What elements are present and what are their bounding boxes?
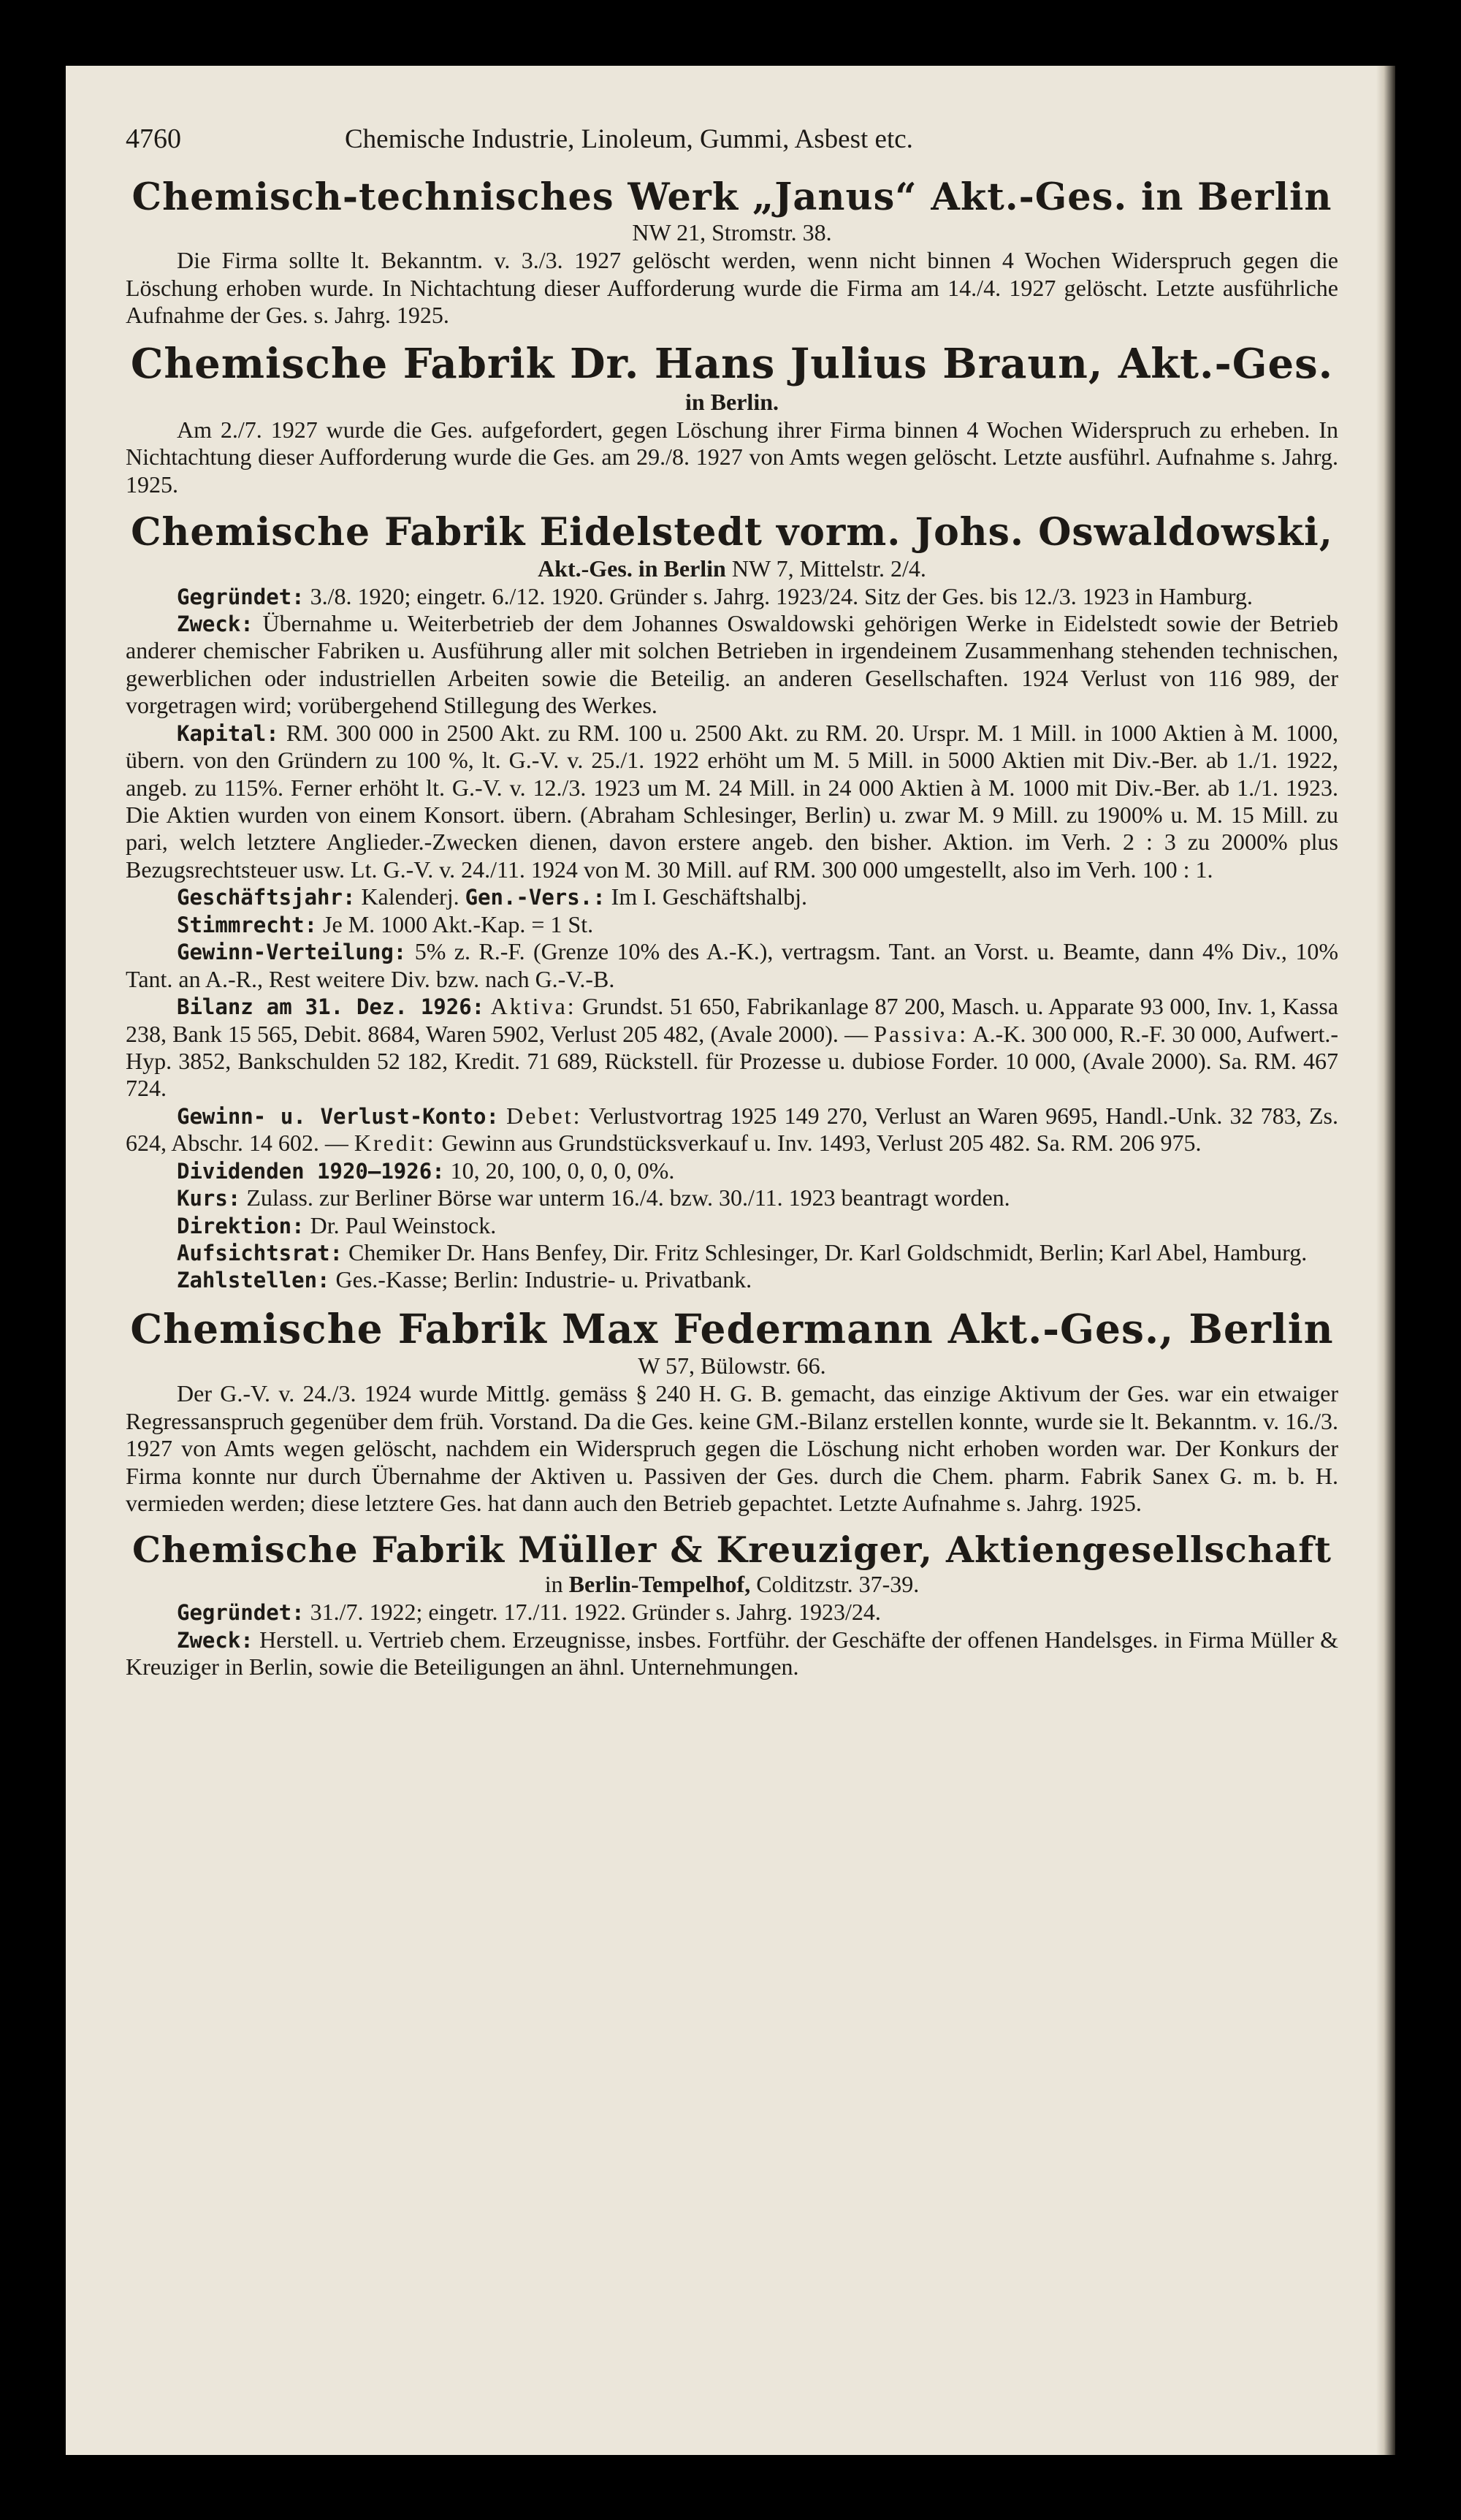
ar-label: Aufsichtsrat: (177, 1241, 343, 1265)
eidelstedt-zahlstellen (126, 1266, 1338, 1293)
kurs-text: Zulass. zur Berliner Börse war unterm 16./4. bzw. 30./11. 1923 beantragt worden. (240, 1184, 1010, 1211)
page-edge (1376, 66, 1395, 2455)
zweck-text: Übernahme u. Weiterbetrieb der dem Johannes Oswaldowski gehörigen Werke in Eidelstedt sowie der Betrieb anderer chemischer Fabriken u. Ausführung aller mit solchen Betrieben in irgendeinem Zusammenhang stehenden technischen, gewerblichen oder industriellen Arbeiten sowie die Beteilig. an anderen Gesellschaften. 1924 Verlust von 116 989, der vorgetragen wird; vorübergehend Stillegung des Werkes. (126, 609, 1338, 719)
eidelstedt-zweck (126, 610, 1338, 720)
braun-text: Am 2./7. 1927 wurde die Ges. aufgefordert, gegen Löschung ihrer Firma binnen 4 Wochen Widerspruch zu erheben. In Nichtachtung dieser Aufforderung wurde die Ges. am 29./8. 1927 von Amts wegen gelöscht. Letzte ausführl. Aufnahme s. Jahrg. 1925. (126, 416, 1338, 498)
mueller-title: Chemische Fabrik Müller & Kreuziger, Aktiengesellschaft (132, 1528, 1332, 1571)
mueller-zweck-label: Zweck: (177, 1627, 253, 1653)
stimm-label: Stimmrecht: (177, 912, 318, 937)
passiva-word: Passiva: (874, 1020, 969, 1047)
gj-label: Geschäftsjahr: (177, 885, 356, 910)
mueller-subline (126, 1569, 1338, 1599)
kapital-text: RM. 300 000 in 2500 Akt. zu RM. 100 u. 2500 Akt. zu RM. 20. Urspr. M. 1 Mill. in 1000 Aktien à M. 1000, übern. von den Gründern zu 100 %, lt. G.-V. v. 25./1. 1922 erhöht um M. 5 Mill. in 5000 Aktien mit Div.-Ber. ab 1./1. 1922, angeb. zu 115%. Ferner erhöht lt. G.-V. v. 12./3. 1923 um M. 24 Mill. in 24 000 Aktien à M. 1000 mit Div.-Ber. ab 1./1. 1923. Die Aktien wurden von einem Konsort. übern. (Abraham Schlesinger, Berlin) u. zwar M. 9 Mill. zu 1900% u. M. 15 Mill. zu pari, welch letztere Anglieder.-Zwecken dienen, davon erstere angeb. den bisher. Aktion. im Verh. 2 : 3 zu 2000% plus Bezugsrechtsteuer usw. Lt. G.-V. v. 24./11. 1924 von M. 30 Mill. auf RM. 300 000 umgestellt, also im Verh. 100 : 1. (126, 719, 1338, 883)
eidelstedt-aufsichtsrat (126, 1239, 1338, 1266)
eidelstedt-gewinnverteilung (126, 938, 1338, 993)
entry-mueller (126, 1528, 1338, 1681)
mueller-sub-rest: Colditzstr. 37-39. (750, 1571, 920, 1598)
eidelstedt-title: Chemische Fabrik Eidelstedt vorm. Johs. Oswaldowski, (131, 510, 1333, 555)
eidelstedt-geschaeftsjahr (126, 883, 1338, 910)
entry-braun (126, 342, 1338, 498)
braun-title: Chemische Fabrik Dr. Hans Julius Braun, Akt.-Ges. (130, 340, 1334, 389)
federmann-text: Der G.-V. v. 24./3. 1924 wurde Mittlg. gemäss § 240 H. G. B. gemacht, das einzige Aktivum der Ges. war ein etwaiger Regressanspruch gegenüber dem früh. Vorstand. Da die Ges. keine GM.-Bilanz erstellen konnte, wurde sie lt. Bekanntm. v. 16./3. 1927 von Amts wegen gelöscht, nachdem ein Widerspruch gegen die Löschung nicht erhoben worden war. Der Konkurs der Firma konnte nur durch Übernahme der Aktiven u. Passiven der Ges. durch die Chem. pharm. Fabrik Sanex G. m. b. H. vermieden werden; diese letztere Ges. hat dann auch den Betrieb gepachtet. Letzte Aufnahme s. Jahrg. 1925. (126, 1380, 1338, 1517)
aktiva-word: Aktiva: (490, 993, 576, 1020)
eidelstedt-stimmrecht (126, 911, 1338, 938)
bilanz-label: Bilanz am 31. Dez. 1926: (177, 994, 485, 1020)
eidelstedt-bilanz (126, 993, 1338, 1103)
running-head (126, 123, 1338, 155)
ar-text: Chemiker Dr. Hans Benfey, Dir. Fritz Schlesinger, Dr. Karl Goldschmidt, Berlin; Karl Abel, Hamburg. (342, 1239, 1308, 1265)
dir-label: Direktion: (177, 1213, 305, 1238)
eidelstedt-guv (126, 1103, 1338, 1157)
federmann-title: Chemische Fabrik Max Federmann Akt.-Ges., Berlin (130, 1304, 1334, 1352)
gewinnv-text: 5% z. R.-F. (Grenze 10% des A.-K.), vertragsm. Tant. an Vorst. u. Beamte, dann 4% Div., 10% Tant. an A.-R., Rest weitere Div. bzw. nach G.-V.-B. (126, 938, 1338, 992)
book-page (66, 66, 1395, 2455)
page-number: 4760 (126, 123, 181, 154)
eidelstedt-sub-rest: NW 7, Mittelstr. 2/4. (725, 555, 926, 582)
federmann-address: W 57, Bülowstr. 66. (638, 1352, 826, 1379)
debet-text: Verlustvortrag 1925 149 270, Verlust an Waren 9695, Handl.-Unk. 32 783, Zs. 624, Abschr. 14 602. — (126, 1102, 1339, 1157)
mueller-zweck-text: Herstell. u. Vertrieb chem. Erzeugnisse, insbes. Fortführ. der Geschäfte der offenen Handelsges. in Firma Müller & Kreuziger in Berlin, sowie die Beteiligungen an ähnl. Unternehmungen. (126, 1626, 1338, 1680)
gegruendet-label: Gegründet: (177, 584, 305, 609)
stimm-text: Je M. 1000 Akt.-Kap. = 1 St. (317, 910, 594, 937)
gv-text: Im I. Geschäftshalbj. (605, 883, 808, 910)
kapital-label: Kapital: (177, 720, 279, 746)
dir-text: Dr. Paul Weinstock. (304, 1211, 497, 1238)
page-content (126, 123, 1338, 1694)
mueller-zweck (126, 1626, 1338, 1681)
kredit-word: Kredit: (354, 1130, 436, 1157)
gv-label: Gen.-Vers.: (465, 885, 606, 910)
mueller-sub-bold: Berlin-Tempelhof, (568, 1571, 751, 1598)
eidelstedt-gegruendet (126, 583, 1338, 610)
eidelstedt-kurs (126, 1184, 1338, 1211)
gegruendet-text: 3./8. 1920; eingetr. 6./12. 1920. Gründer s. Jahrg. 1923/24. Sitz der Ges. bis 12./3. 1923 in Hamburg. (304, 582, 1253, 609)
entry-federmann (126, 1304, 1338, 1518)
kurs-label: Kurs: (177, 1186, 241, 1211)
guv-label: Gewinn- u. Verlust-Konto: (177, 1103, 499, 1129)
eidelstedt-dividenden (126, 1157, 1338, 1184)
eidelstedt-kapital (126, 720, 1338, 884)
janus-text: Die Firma sollte lt. Bekanntm. v. 3./3. 1927 gelöscht werden, wenn nicht binnen 4 Wochen Widerspruch gegen die Löschung erhoben wurde. In Nichtachtung dieser Aufforderung wurde die Firma am 14./4. 1927 gelöscht. Letzte ausführliche Aufnahme der Ges. s. Jahrg. 1925. (126, 247, 1338, 328)
aktiva-text: Grundst. 51 650, Fabrikanlage 87 200, Masch. u. Apparate 93 000, Inv. 1, Kassa 238, Bank 15 565, Debit. 8684, Waren 5902, Verlust 205 482, (Avale 2000). — (126, 993, 1339, 1047)
entry-janus (126, 177, 1338, 329)
gj-text: Kalenderj. (355, 883, 465, 910)
janus-address: NW 21, Stromstr. 38. (632, 219, 832, 246)
debet-word: Debet: (506, 1102, 582, 1129)
kredit-text: Gewinn aus Grundstücksverkauf u. Inv. 1493, Verlust 205 482. Sa. RM. 206 975. (435, 1130, 1202, 1157)
mueller-sub-pre: in (544, 1571, 569, 1598)
eidelstedt-sub-bold: Akt.-Ges. in Berlin (538, 555, 726, 582)
eidelstedt-subline (126, 554, 1338, 583)
div-text: 10, 20, 100, 0, 0, 0, 0%. (444, 1157, 675, 1184)
mueller-gegruendet (126, 1599, 1338, 1626)
gewinnv-label: Gewinn-Verteilung: (177, 940, 407, 965)
mueller-gegruendet-label: Gegründet: (177, 1600, 305, 1626)
div-label: Dividenden 1920—1926: (177, 1158, 445, 1184)
passiva-text: A.-K. 300 000, R.-F. 30 000, Aufwert.-Hyp. 3852, Bankschulden 52 182, Kredit. 71 689, Rückstell. für Prozesse u. dubiose Forder. 10 000, (Avale 2000). Sa. RM. 467 724. (126, 1020, 1339, 1102)
janus-title: Chemisch-technisches Werk „Janus“ Akt.-Ges. in Berlin (131, 175, 1332, 219)
zahl-text: Ges.-Kasse; Berlin: Industrie- u. Privatbank. (329, 1266, 752, 1293)
eidelstedt-direktion (126, 1212, 1338, 1239)
mueller-gegruendet-text: 31./7. 1922; eingetr. 17./11. 1922. Gründer s. Jahrg. 1923/24. (304, 1599, 881, 1626)
running-title: Chemische Industrie, Linoleum, Gummi, Asbest etc. (345, 124, 913, 154)
zweck-label: Zweck: (177, 611, 253, 636)
entry-eidelstedt (126, 511, 1338, 1294)
zahl-label: Zahlstellen: (177, 1268, 330, 1293)
braun-location: in Berlin. (684, 389, 779, 415)
